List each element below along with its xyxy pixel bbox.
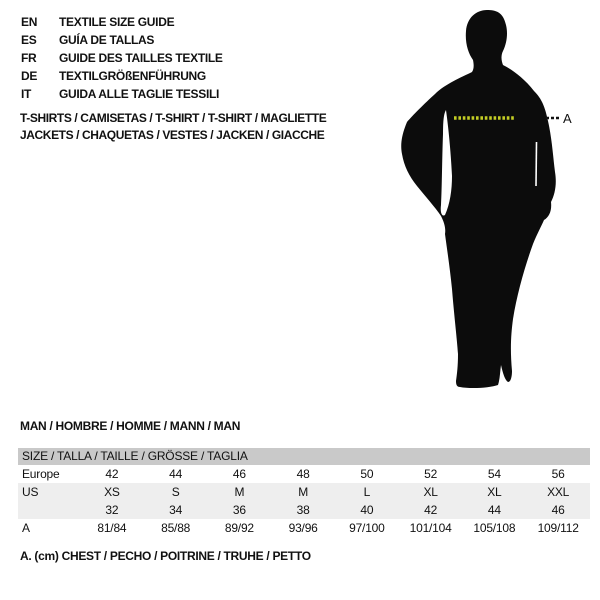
language-title: TEXTILE SIZE GUIDE — [59, 15, 175, 29]
table-cell: 109/112 — [537, 521, 579, 535]
language-list — [21, 13, 223, 103]
table-cell: 52 — [424, 467, 438, 481]
table-cell: 44 — [169, 467, 183, 481]
table-row-chest-cm — [18, 519, 590, 537]
table-cell: 38 — [296, 503, 310, 517]
category-line-tshirts: T-SHIRTS / CAMISETAS / T-SHIRT / T-SHIRT / MAGLIETTE — [20, 111, 327, 125]
table-cell: 46 — [551, 503, 565, 517]
right-arm-gap-highlight — [536, 142, 537, 186]
measure-label-a: A — [563, 111, 572, 126]
language-row-it — [21, 85, 223, 103]
table-cell: 42 — [424, 503, 438, 517]
row-label: US — [22, 485, 39, 499]
table-row-europe — [18, 465, 590, 483]
language-title: TEXTILGRÖßENFÜHRUNG — [59, 69, 206, 83]
row-label: Europe — [22, 467, 60, 481]
man-silhouette-figure — [395, 4, 580, 396]
language-code: ES — [21, 33, 37, 47]
table-cell: 101/104 — [409, 521, 452, 535]
table-row-us — [18, 483, 590, 501]
table-row-numeric — [18, 501, 590, 519]
table-cell: 32 — [105, 503, 119, 517]
table-cell: 81/84 — [97, 521, 127, 535]
table-cell: 85/88 — [161, 521, 191, 535]
table-cell: M — [298, 485, 309, 499]
table-cell: 36 — [232, 503, 246, 517]
table-cell: 54 — [487, 467, 501, 481]
size-table-header: SIZE / TALLA / TAILLE / GRÖSSE / TAGLIA — [18, 448, 590, 465]
table-cell: 42 — [105, 467, 119, 481]
table-cell: XL — [423, 485, 438, 499]
row-label: A — [22, 521, 30, 535]
table-cell: 46 — [232, 467, 246, 481]
table-cell: 44 — [487, 503, 501, 517]
language-code: IT — [21, 87, 32, 101]
language-row-fr — [21, 49, 223, 67]
table-cell: 93/96 — [288, 521, 318, 535]
man-silhouette — [401, 10, 556, 388]
size-table — [18, 448, 590, 537]
table-cell: M — [234, 485, 245, 499]
category-line-jackets: JACKETS / CHAQUETAS / VESTES / JACKEN / GIACCHE — [20, 128, 325, 142]
table-cell: 89/92 — [224, 521, 254, 535]
table-cell: 48 — [296, 467, 310, 481]
measurement-footnote: A. (cm) CHEST / PECHO / POITRINE / TRUHE / PETTO — [20, 549, 311, 563]
table-cell: 34 — [169, 503, 183, 517]
table-cell: 97/100 — [349, 521, 385, 535]
table-cell: 40 — [360, 503, 374, 517]
section-title-man: MAN / HOMBRE / HOMME / MANN / MAN — [20, 419, 241, 433]
language-code: EN — [21, 15, 38, 29]
table-cell: S — [171, 485, 180, 499]
table-cell: L — [363, 485, 371, 499]
language-row-en — [21, 13, 223, 31]
table-cell: 105/108 — [473, 521, 516, 535]
table-cell: 50 — [360, 467, 374, 481]
language-title: GUIDA ALLE TAGLIE TESSILI — [59, 87, 220, 101]
language-code: DE — [21, 69, 38, 83]
language-row-de — [21, 67, 223, 85]
language-code: FR — [21, 51, 37, 65]
garment-categories — [20, 110, 326, 144]
table-cell: 56 — [551, 467, 565, 481]
language-title: GUÍA DE TALLAS — [59, 33, 155, 47]
table-cell: XL — [487, 485, 502, 499]
table-cell: XS — [104, 485, 120, 499]
language-title: GUIDE DES TAILLES TEXTILE — [59, 51, 223, 65]
table-cell: XXL — [547, 485, 570, 499]
language-row-es — [21, 31, 223, 49]
